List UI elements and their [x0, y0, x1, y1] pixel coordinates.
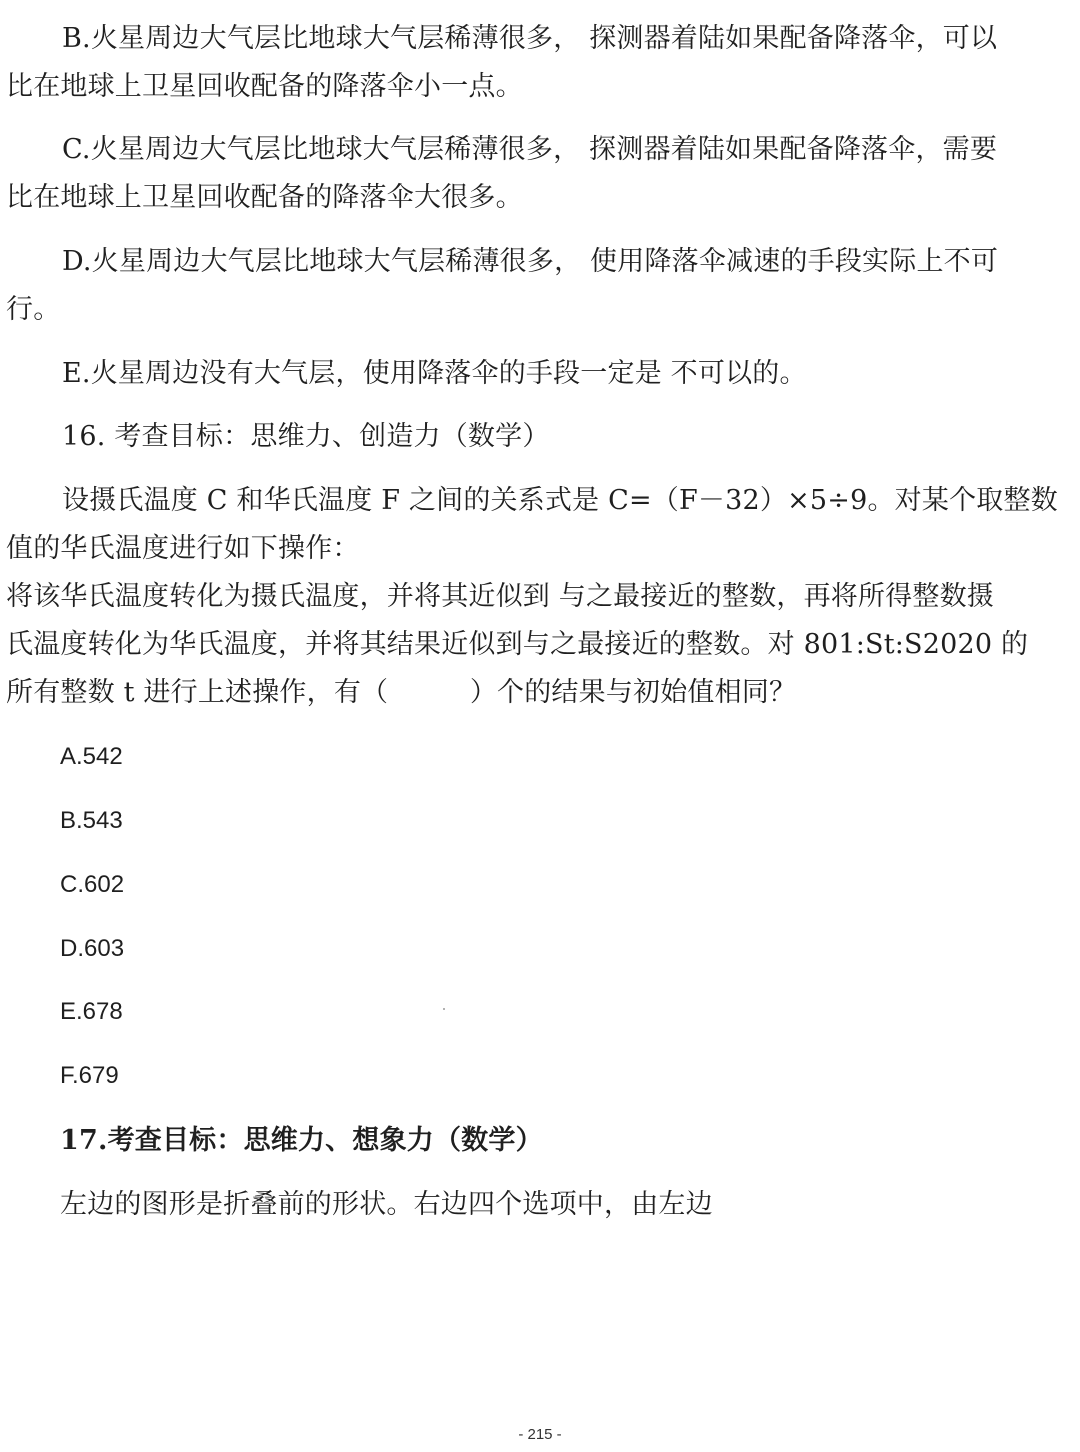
q15-option-e-line1: E.火星周边没有大气层，使用降落伞的手段一定是 不可以的。: [62, 358, 807, 389]
q15-option-b-line1: B.火星周边大气层比地球大气层稀薄很多， 探测器着陆如果配备降落伞，可以: [62, 23, 998, 54]
q16-body-line3: 将该华氏温度转化为摄氏温度，并将其近似到 与之最接近的整数，再将所得整数摄: [6, 581, 994, 612]
q15-option-d-line2: 行。: [6, 294, 61, 325]
q16-body-line2: 值的华氏温度进行如下操作：: [6, 533, 360, 564]
scan-speck: [443, 1008, 445, 1010]
q16-heading: 16. 考查目标：思维力、创造力（数学）: [62, 421, 550, 452]
q17-heading: 17.考查目标：思维力、想象力（数学）: [60, 1125, 543, 1156]
q16-body-line1: 设摄氏温度 C 和华氏温度 F 之间的关系式是 C=（F－32）×5÷9。对某个取整数: [62, 485, 1058, 516]
q17-body-line1: 左边的图形是折叠前的形状。右边四个选项中，由左边: [60, 1189, 713, 1220]
page-number: - 215 -: [518, 1426, 562, 1443]
q16-option-f: F.679: [60, 1062, 119, 1089]
q16-option-e: E.678: [60, 998, 123, 1025]
q15-option-c-line2: 比在地球上卫星回收配备的降落伞大很多。: [6, 182, 523, 213]
q16-option-d: D.603: [60, 935, 125, 962]
q15-option-d-line1: D.火星周边大气层比地球大气层稀薄很多， 使用降落伞减速的手段实际上不可: [62, 246, 999, 277]
q15-option-c-line1: C.火星周边大气层比地球大气层稀薄很多， 探测器着陆如果配备降落伞，需要: [62, 134, 998, 165]
q16-body-line4: 氏温度转化为华氏温度，并将其结果近似到与之最接近的整数。对 801:St:S2020 的: [6, 629, 1029, 660]
q16-option-b: B.543: [60, 807, 123, 834]
q16-body-line5: 所有整数 t 进行上述操作，有（ ）个的结果与初始值相同？: [6, 677, 797, 708]
q16-option-c: C.602: [60, 871, 125, 898]
q15-option-b-line2: 比在地球上卫星回收配备的降落伞小一点。: [6, 71, 523, 102]
q16-option-a: A.542: [60, 743, 123, 770]
